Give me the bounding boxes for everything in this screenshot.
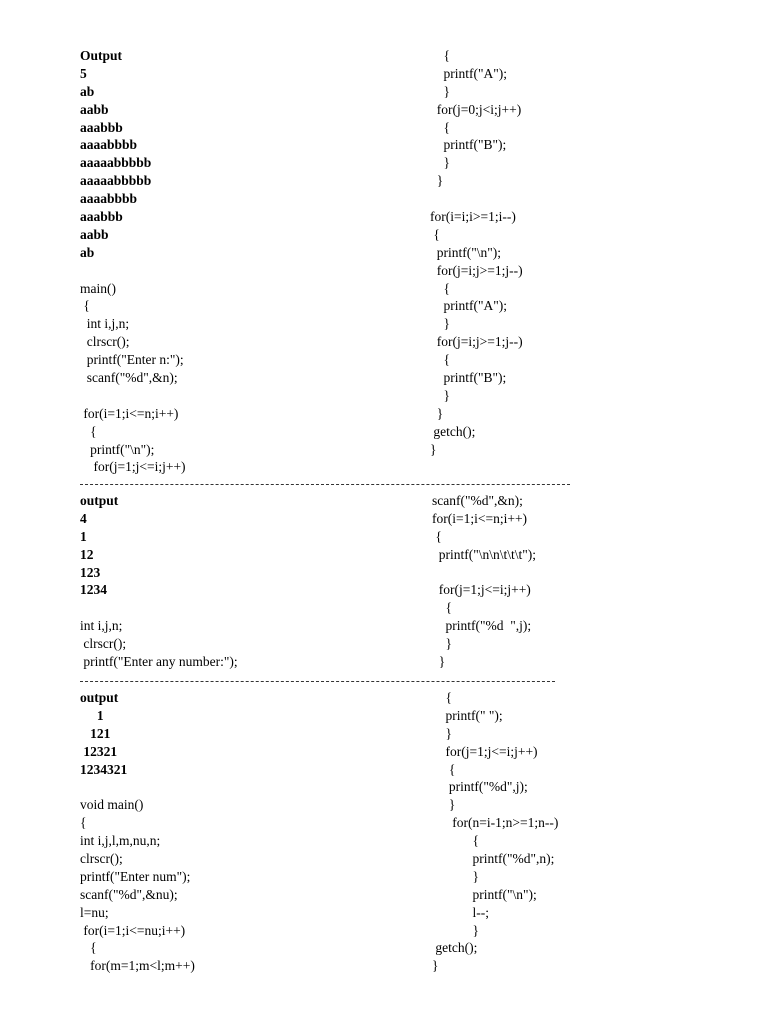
code-line: int i,j,n; [80, 618, 123, 634]
code-line: l--; [432, 904, 489, 920]
code-line: { [80, 298, 90, 314]
code-line: } [432, 797, 456, 813]
code-line: } [432, 922, 479, 938]
section3-right-column [432, 689, 752, 975]
code-line: printf("%d",j); [432, 779, 528, 795]
code-line: { [432, 833, 479, 849]
code-line: { [430, 352, 450, 368]
output-line: aabb [80, 101, 109, 117]
code-line: for(i=1;i<=nu;i++) [80, 922, 186, 938]
code-line: for(j=i;j>=1;j--) [430, 262, 523, 278]
code-line: { [430, 280, 450, 296]
section1-right-column [430, 47, 750, 458]
output-line: 121 [80, 725, 111, 741]
output-line: aabb [80, 226, 109, 242]
code-line: clrscr(); [80, 334, 130, 350]
code-line: } [432, 636, 452, 652]
code-line: for(j=1;j<=i;j++) [432, 582, 531, 598]
code-line: for(j=i;j>=1;j--) [430, 334, 523, 350]
output-line: 1234 [80, 582, 107, 598]
code-line [80, 387, 410, 405]
code-line: { [80, 815, 87, 831]
code-line: { [430, 48, 450, 63]
code-line [80, 262, 410, 280]
code-line: printf("A"); [430, 65, 508, 81]
output-line: ab [80, 83, 95, 99]
code-line: } [430, 441, 437, 457]
output-line: 123 [80, 564, 101, 580]
code-line: } [430, 155, 450, 171]
section2-left-column [80, 492, 410, 671]
code-line: } [432, 654, 446, 670]
code-line [430, 190, 750, 208]
output-line: aaaabbbb [80, 137, 138, 153]
code-line: printf("Enter n:"); [80, 352, 184, 368]
code-line: for(m=1;m<l;m++) [80, 958, 195, 974]
code-line: printf("%d",n); [432, 851, 555, 867]
output-line: 1234321 [80, 761, 128, 777]
code-line: scanf("%d",&nu); [80, 886, 178, 902]
output-line: 5 [80, 65, 87, 81]
code-line: for(i=i;i>=1;i--) [430, 209, 516, 225]
code-line: for(j=0;j<i;j++) [430, 101, 522, 117]
output-line: aaaaabbbbb [80, 155, 152, 171]
code-line: clrscr(); [80, 636, 127, 652]
code-line: } [430, 405, 444, 421]
code-line: printf("B"); [430, 370, 507, 386]
code-line: printf("Enter any number:"); [80, 654, 238, 670]
section-separator-1 [80, 484, 570, 485]
output-line: output [80, 493, 119, 508]
code-line: getch(); [430, 423, 476, 439]
code-line: for(n=i-1;n>=1;n--) [432, 815, 559, 831]
code-line: } [432, 958, 439, 974]
code-line [80, 599, 410, 617]
code-line: } [430, 83, 450, 99]
code-line: } [432, 868, 479, 884]
code-line: l=nu; [80, 904, 109, 920]
code-line: for(j=1;j<=i;j++) [432, 743, 538, 759]
output-line: aaabbb [80, 119, 123, 135]
code-line: printf(" "); [432, 707, 503, 723]
code-line: printf("\n\n\t\t\t"); [432, 546, 537, 562]
code-line: printf("A"); [430, 298, 508, 314]
code-line: } [430, 387, 450, 403]
code-line: } [430, 173, 444, 189]
code-line: main() [80, 280, 116, 296]
output-line: 1 [80, 707, 104, 723]
code-line: printf("Enter num"); [80, 868, 191, 884]
section1-left-column [80, 47, 410, 476]
code-line: { [432, 528, 442, 544]
code-line: } [432, 725, 452, 741]
output-line: Output [80, 48, 123, 63]
code-line: { [432, 690, 452, 705]
code-line: getch(); [432, 940, 478, 956]
code-line: { [430, 226, 440, 242]
section-separator-2 [80, 681, 555, 682]
code-line: scanf("%d",&n); [80, 370, 178, 386]
output-line: aaabbb [80, 209, 123, 225]
code-line: for(i=1;i<=n;i++) [432, 510, 528, 526]
output-line: aaaaabbbbb [80, 173, 152, 189]
code-line: printf("%d ",j); [432, 618, 532, 634]
code-line: printf("\n"); [432, 886, 537, 902]
code-line: printf("\n"); [80, 441, 155, 457]
code-line: printf("B"); [430, 137, 507, 153]
code-line: for(i=1;i<=n;i++) [80, 405, 179, 421]
code-line: { [432, 761, 456, 777]
code-line [80, 778, 410, 796]
code-line: void main() [80, 797, 144, 813]
output-line: output [80, 690, 119, 705]
output-line: 4 [80, 510, 87, 526]
section3-left-column [80, 689, 410, 975]
code-line: for(j=1;j<=i;j++) [80, 459, 186, 475]
output-line: aaaabbbb [80, 191, 138, 207]
code-line: printf("\n"); [430, 244, 502, 260]
code-line: } [430, 316, 450, 332]
code-line: scanf("%d",&n); [432, 493, 523, 508]
output-line: 1 [80, 528, 87, 544]
code-line: clrscr(); [80, 851, 123, 867]
code-line: int i,j,l,m,nu,n; [80, 833, 161, 849]
output-line: 12321 [80, 743, 118, 759]
output-line: 12 [80, 546, 94, 562]
section2-right-column [432, 492, 752, 671]
code-line: int i,j,n; [80, 316, 130, 332]
code-line: { [80, 940, 97, 956]
code-line [432, 564, 752, 582]
code-line: { [80, 423, 97, 439]
code-line: { [432, 600, 452, 616]
code-line: { [430, 119, 450, 135]
output-line: ab [80, 244, 95, 260]
